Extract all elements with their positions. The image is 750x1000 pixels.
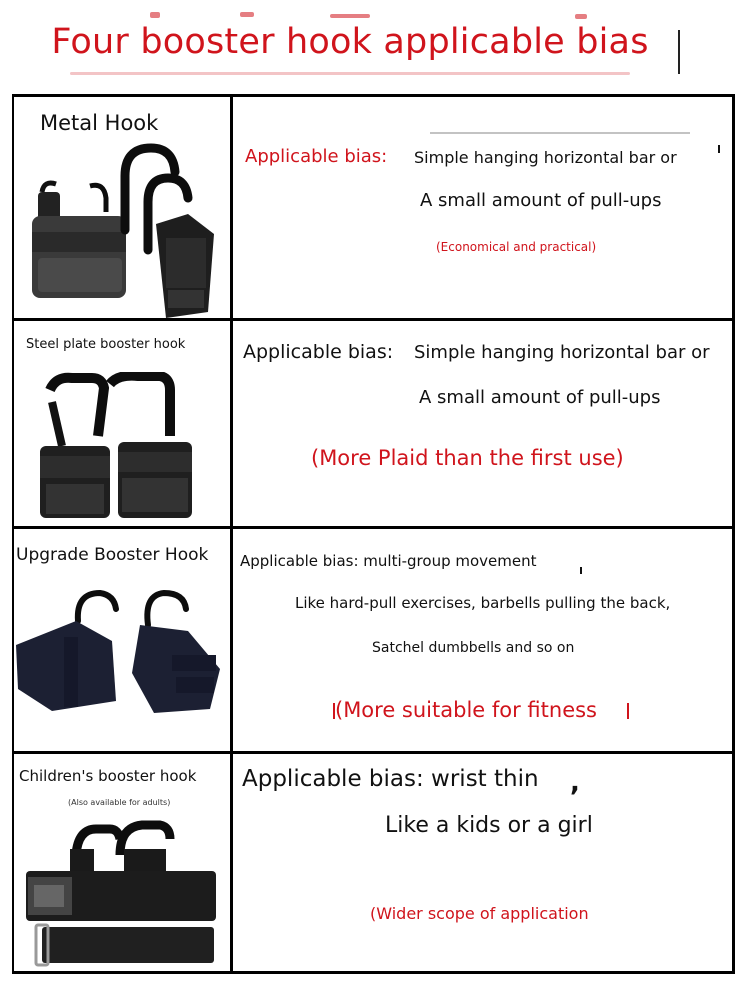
children-hook-image [20,815,220,975]
decorative-smudge [70,72,630,75]
decorative-smudge [240,12,254,17]
comma-mark: , [570,768,580,798]
product-name-steel-plate-hook: Steel plate booster hook [26,337,186,352]
usage-line-2: A small amount of pull-ups [420,190,662,211]
title-divider [678,30,680,74]
usage-line-2: A small amount of pull-ups [419,387,661,408]
usage-line-2: Satchel dumbbells and so on [372,640,575,656]
metal-hook-image [30,140,220,320]
usage-note: (More Plaid than the first use) [311,446,624,470]
usage-line-1: Simple hanging horizontal bar or [414,342,710,363]
usage-note: (Economical and practical) [436,240,597,254]
product-subnote: (Also available for adults) [68,798,171,807]
product-name-metal-hook: Metal Hook [40,111,159,135]
steel-plate-hook-image [30,372,220,522]
decorative-smudge [330,14,370,18]
row-divider [12,751,735,754]
product-name-upgrade-hook: Upgrade Booster Hook [16,545,209,565]
decorative-mark [430,132,690,134]
usage-note: (More suitable for fitness [335,698,597,722]
usage-line-1: Like a kids or a girl [385,813,593,838]
decorative-mark [333,703,335,719]
table-border-right [732,94,735,974]
applicable-bias-label: Applicable bias: [245,146,388,167]
usage-note: (Wider scope of application [370,904,589,923]
applicable-bias-label: Applicable bias: multi-group movement [240,552,537,570]
product-name-children-hook: Children's booster hook [19,767,197,785]
decorative-smudge [575,14,587,19]
decorative-mark [580,567,582,574]
table-border-left [12,94,14,974]
upgrade-hook-image [12,585,222,715]
decorative-smudge [150,12,160,18]
row-divider [12,526,735,529]
decorative-mark [627,703,629,719]
table-border-top [12,94,735,97]
decorative-mark [718,145,720,153]
applicable-bias-label: Applicable bias: wrist thin [242,766,539,792]
usage-line-1: Like hard-pull exercises, barbells pulling the back, [295,594,671,612]
column-divider [230,94,233,974]
usage-line-1: Simple hanging horizontal bar or [414,148,677,167]
page-title: Four booster hook applicable bias [51,22,649,62]
applicable-bias-label: Applicable bias: [243,341,394,363]
